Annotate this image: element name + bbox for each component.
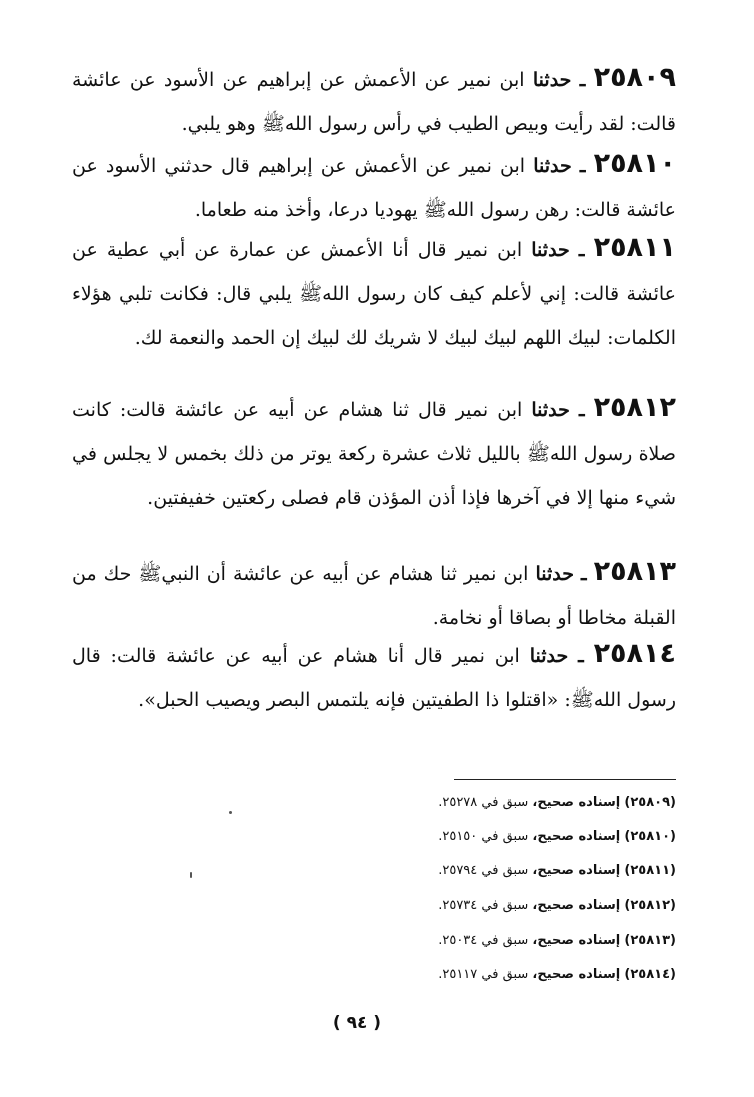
footnote-25810: [200, 823, 676, 851]
footnote-grade: إسناده صحيح،: [532, 863, 621, 878]
footnote-ref: (٢٥٨١١): [624, 863, 676, 878]
footnote-25814: [200, 961, 676, 989]
footnote-note: سبق في ٢٥٧٣٤.: [438, 898, 529, 913]
footnote-ref: (٢٥٨١٣): [624, 933, 676, 948]
footnote-25809: [200, 789, 676, 817]
hadith-text: ابن نمير قال ثنا هشام عن أبيه عن عائشة قالت: كانت صلاة رسول اللهﷺ بالليل ثلاث عشرة ركعة يوتر من ذلك بخمس لا يجلس في شيء منها إلا في آخرها فإذا أذن المؤذن قام فصلى ركعتين خفيفتين.: [72, 399, 676, 509]
hadith-dash: ـ: [578, 645, 584, 667]
footnote-grade: إسناده صحيح،: [532, 933, 621, 948]
footnote-ref: (٢٥٨١٢): [624, 898, 676, 913]
hadith-text: ابن نمير ثنا هشام عن أبيه عن عائشة أن النبيﷺ حك من القبلة مخاطا أو بصاقا أو نخامة.: [72, 563, 676, 629]
hadith-keyword: حدثنا: [535, 563, 574, 585]
hadith-25812: [72, 386, 676, 520]
hadith-dash: ـ: [579, 69, 586, 91]
footnote-divider: [454, 779, 676, 780]
hadith-25809: [72, 56, 676, 146]
hadith-keyword: حدثنا: [532, 69, 572, 91]
hadith-number: ٢٥٨١٠: [593, 148, 676, 179]
hadith-number: ٢٥٨١٣: [593, 556, 677, 587]
footnote-ref: (٢٥٨١٤): [624, 967, 676, 982]
hadith-text: ابن نمير قال أنا هشام عن أبيه عن عائشة قالت: قال رسول اللهﷺ: «اقتلوا ذا الطفيتين فإنه يلتمس البصر ويصيب الحبل».: [72, 645, 676, 711]
hadith-keyword: حدثنا: [531, 399, 570, 421]
hadith-text: ابن نمير عن الأعمش عن إبراهيم قال حدثني الأسود عن عائشة قالت: رهن رسول اللهﷺ يهوديا درعا، وأخذ منه طعاما.: [72, 155, 676, 221]
hadith-dash: ـ: [581, 563, 587, 585]
hadith-25811: [72, 226, 676, 360]
hadith-25814: [72, 632, 676, 722]
hadith-keyword: حدثنا: [529, 645, 569, 667]
hadith-text: ابن نمير قال أنا الأعمش عن عمارة عن أبي عطية عن عائشة قالت: إني لأعلم كيف كان رسول اللهﷺ يلبي قال: فكانت تلبي هؤلاء الكلمات: لبيك اللهم لبيك لبيك لا شريك لك لبيك إن الحمد والنعمة لك.: [72, 239, 676, 349]
footnote-25811: [200, 857, 676, 885]
footnote-25812: [200, 892, 676, 920]
footnote-grade: إسناده صحيح،: [532, 967, 621, 982]
hadith-number: ٢٥٨١٤: [593, 638, 676, 669]
footnote-grade: إسناده صحيح،: [532, 795, 621, 810]
footnote-ref: (٢٥٨١٠): [624, 829, 676, 844]
footnote-grade: إسناده صحيح،: [532, 829, 621, 844]
hadith-number: ٢٥٨٠٩: [593, 62, 676, 93]
scan-speck: [229, 811, 232, 814]
footnote-ref: (٢٥٨٠٩): [624, 795, 676, 810]
hadith-text: ابن نمير عن الأعمش عن إبراهيم عن الأسود عن عائشة قالت: لقد رأيت وبيص الطيب في رأس رسول اللهﷺ وهو يلبي.: [72, 69, 676, 135]
footnote-note: سبق في ٢٥١١٧.: [438, 967, 529, 982]
hadith-keyword: حدثنا: [531, 239, 570, 261]
hadith-number: ٢٥٨١٢: [593, 392, 676, 423]
hadith-25813: [72, 550, 676, 640]
hadith-number: ٢٥٨١١: [593, 232, 676, 263]
footnote-note: سبق في ٢٥٢٧٨.: [438, 795, 529, 810]
hadith-dash: ـ: [578, 399, 585, 421]
footnote-note: سبق في ٢٥٠٣٤.: [438, 933, 529, 948]
page-number: ( ٩٤ ): [332, 1013, 382, 1033]
scan-speck: [190, 872, 192, 878]
footnote-25813: [200, 927, 676, 955]
hadith-25810: [72, 142, 676, 232]
hadith-keyword: حدثنا: [533, 155, 572, 177]
footnote-note: سبق في ٢٥١٥٠.: [438, 829, 529, 844]
footnote-grade: إسناده صحيح،: [532, 898, 621, 913]
footnote-note: سبق في ٢٥٧٩٤.: [438, 863, 529, 878]
hadith-dash: ـ: [578, 239, 585, 261]
hadith-dash: ـ: [579, 155, 586, 177]
